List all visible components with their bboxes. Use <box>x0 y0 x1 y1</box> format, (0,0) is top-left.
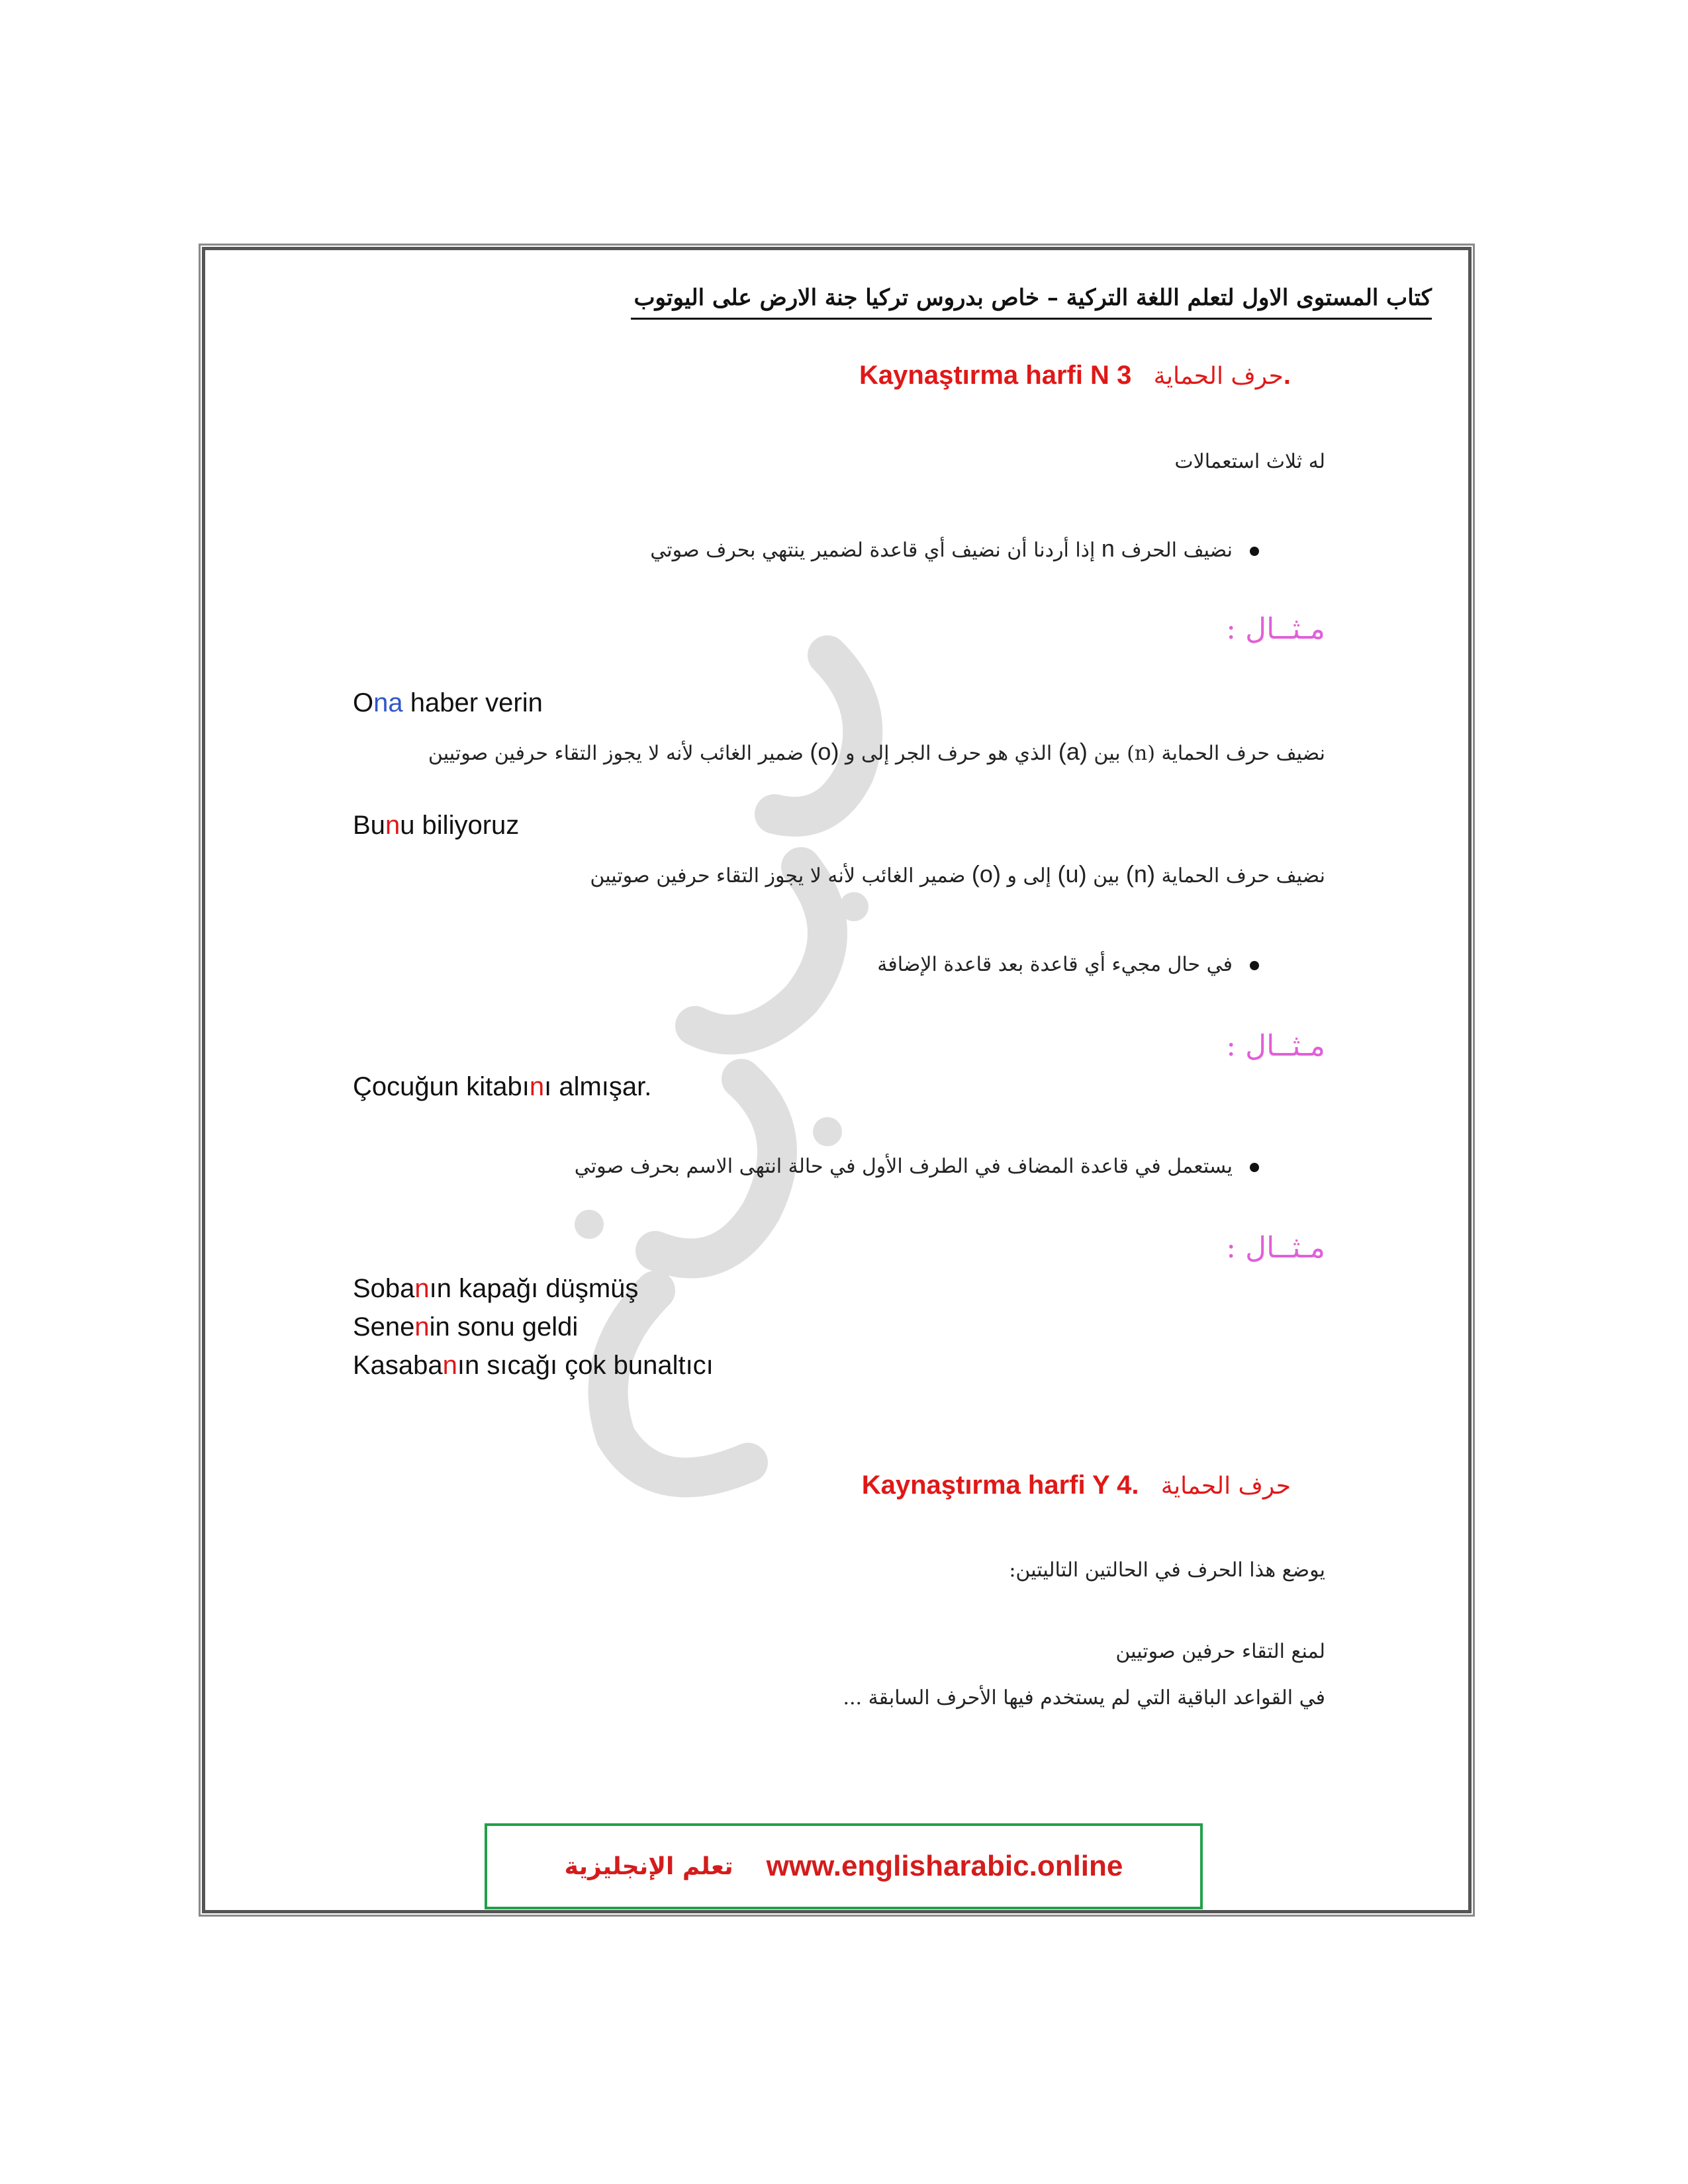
example-4-line-2-part-1: Sene <box>353 1312 415 1342</box>
example-4-line-2 <box>353 1312 578 1342</box>
example-1-explanation <box>428 738 1325 766</box>
example-4-line-1-part-1: Soba <box>353 1274 415 1303</box>
explanation-letter-n: (n) <box>1127 742 1155 765</box>
example-label-1: مـثــال : <box>1226 612 1325 646</box>
example-2-part-1: Bu <box>353 811 385 840</box>
explanation-text: بين <box>1094 742 1121 765</box>
example-4-line-3 <box>353 1351 714 1381</box>
example-4-line-1-highlight: n <box>414 1274 430 1303</box>
document-header: كتاب المستوى الاول لتعلم اللغة التركية – خاص بدروس تركيا جنة الارض على اليوتوب <box>631 285 1432 320</box>
explanation-text: نضيف حرف الحماية <box>1161 742 1325 765</box>
bullet-1-letter: n <box>1101 535 1115 562</box>
explanation-letter-o: (o) <box>810 738 839 765</box>
example-2-highlight: n <box>385 811 400 840</box>
example-4-line-1 <box>353 1274 638 1304</box>
section-4-case-2: في القواعد الباقية التي لم يستخدم فيها الأحرف السابقة ... <box>843 1686 1325 1709</box>
bullet-2-text: في حال مجيء أي قاعدة بعد قاعدة الإضافة <box>877 953 1233 976</box>
example-2-explanation <box>590 860 1325 888</box>
bullet-2 <box>877 953 1259 976</box>
footer-box <box>485 1823 1203 1909</box>
bullet-3 <box>575 1155 1259 1178</box>
section-4-title-ar: حرف الحماية <box>1160 1473 1291 1500</box>
section-3-heading <box>859 361 1291 390</box>
example-3-part-3: ı almışar. <box>544 1072 652 1101</box>
example-4-line-3-highlight: n <box>442 1351 457 1380</box>
bullet-1-text-before: نضيف الحرف <box>1121 539 1233 562</box>
explanation-text: نضيف حرف الحماية <box>1161 864 1325 887</box>
example-4-line-2-part-3: in sonu geldi <box>429 1312 579 1342</box>
bullet-3-text: يستعمل في قاعدة المضاف في الطرف الأول في حالة انتهى الاسم بحرف صوتي <box>574 1155 1233 1178</box>
explanation-letter-o: (o) <box>971 860 1001 887</box>
explanation-text: ضمير الغائب لأنه لا يجوز التقاء حرفين صوتيين <box>590 864 966 887</box>
bullet-dot <box>1250 1163 1259 1172</box>
bullet-dot <box>1250 547 1259 556</box>
explanation-letter-u: (u) <box>1057 860 1087 887</box>
section-3-intro: له ثلاث استعمالات <box>1174 450 1325 473</box>
explanation-text: بين <box>1093 864 1120 887</box>
explanation-letter-n: (n) <box>1125 860 1155 887</box>
section-3-title-tr: Kaynaştırma harfi N <box>859 361 1109 390</box>
section-3-number: 3. <box>1117 361 1291 390</box>
section-3-title-ar: حرف الحماية <box>1153 363 1284 390</box>
section-4-number: .4 <box>1117 1471 1139 1500</box>
section-4-intro: يوضع هذا الحرف في الحالتين التاليتين: <box>1009 1559 1325 1582</box>
example-label-3: مـثــال : <box>1226 1231 1325 1265</box>
example-2-sentence <box>353 811 519 841</box>
example-1-part-1: O <box>353 688 374 717</box>
footer-url-link[interactable]: www.englisharabic.online <box>766 1850 1123 1882</box>
example-1-sentence <box>353 688 543 718</box>
example-4-line-3-part-1: Kasaba <box>353 1351 443 1380</box>
example-3-highlight: n <box>529 1072 545 1101</box>
footer-label-ar: تعلم الإنجليزية <box>564 1852 733 1880</box>
example-1-highlight: na <box>373 688 403 717</box>
explanation-letter-a: (a) <box>1058 738 1088 765</box>
section-4-title-tr: Kaynaştırma harfi Y <box>861 1471 1109 1500</box>
example-1-part-3: haber verin <box>402 688 543 717</box>
example-3-part-1: Çocuğun kitabı <box>353 1072 530 1101</box>
explanation-text: إلى و <box>1007 864 1051 887</box>
bullet-dot <box>1250 961 1259 970</box>
example-4-line-1-part-3: ın kapağı düşmüş <box>429 1274 639 1303</box>
bullet-1 <box>650 535 1259 563</box>
example-4-line-3-part-3: ın sıcağı çok bunaltıcı <box>457 1351 714 1380</box>
example-4-line-2-highlight: n <box>414 1312 430 1342</box>
example-3-sentence <box>353 1072 651 1102</box>
section-4-heading <box>862 1471 1291 1500</box>
bullet-1-text-after: إذا أردنا أن نضيف أي قاعدة لضمير ينتهي بحرف صوتي <box>650 539 1096 562</box>
example-2-part-3: u biliyoruz <box>400 811 520 840</box>
example-label-2: مـثــال : <box>1226 1029 1325 1063</box>
explanation-text: ضمير الغائب لأنه لا يجوز التقاء حرفين صوتيين <box>428 742 804 765</box>
explanation-text: الذي هو حرف الجر إلى و <box>845 742 1053 765</box>
section-4-case-1: لمنع التقاء حرفين صوتيين <box>1115 1640 1325 1663</box>
